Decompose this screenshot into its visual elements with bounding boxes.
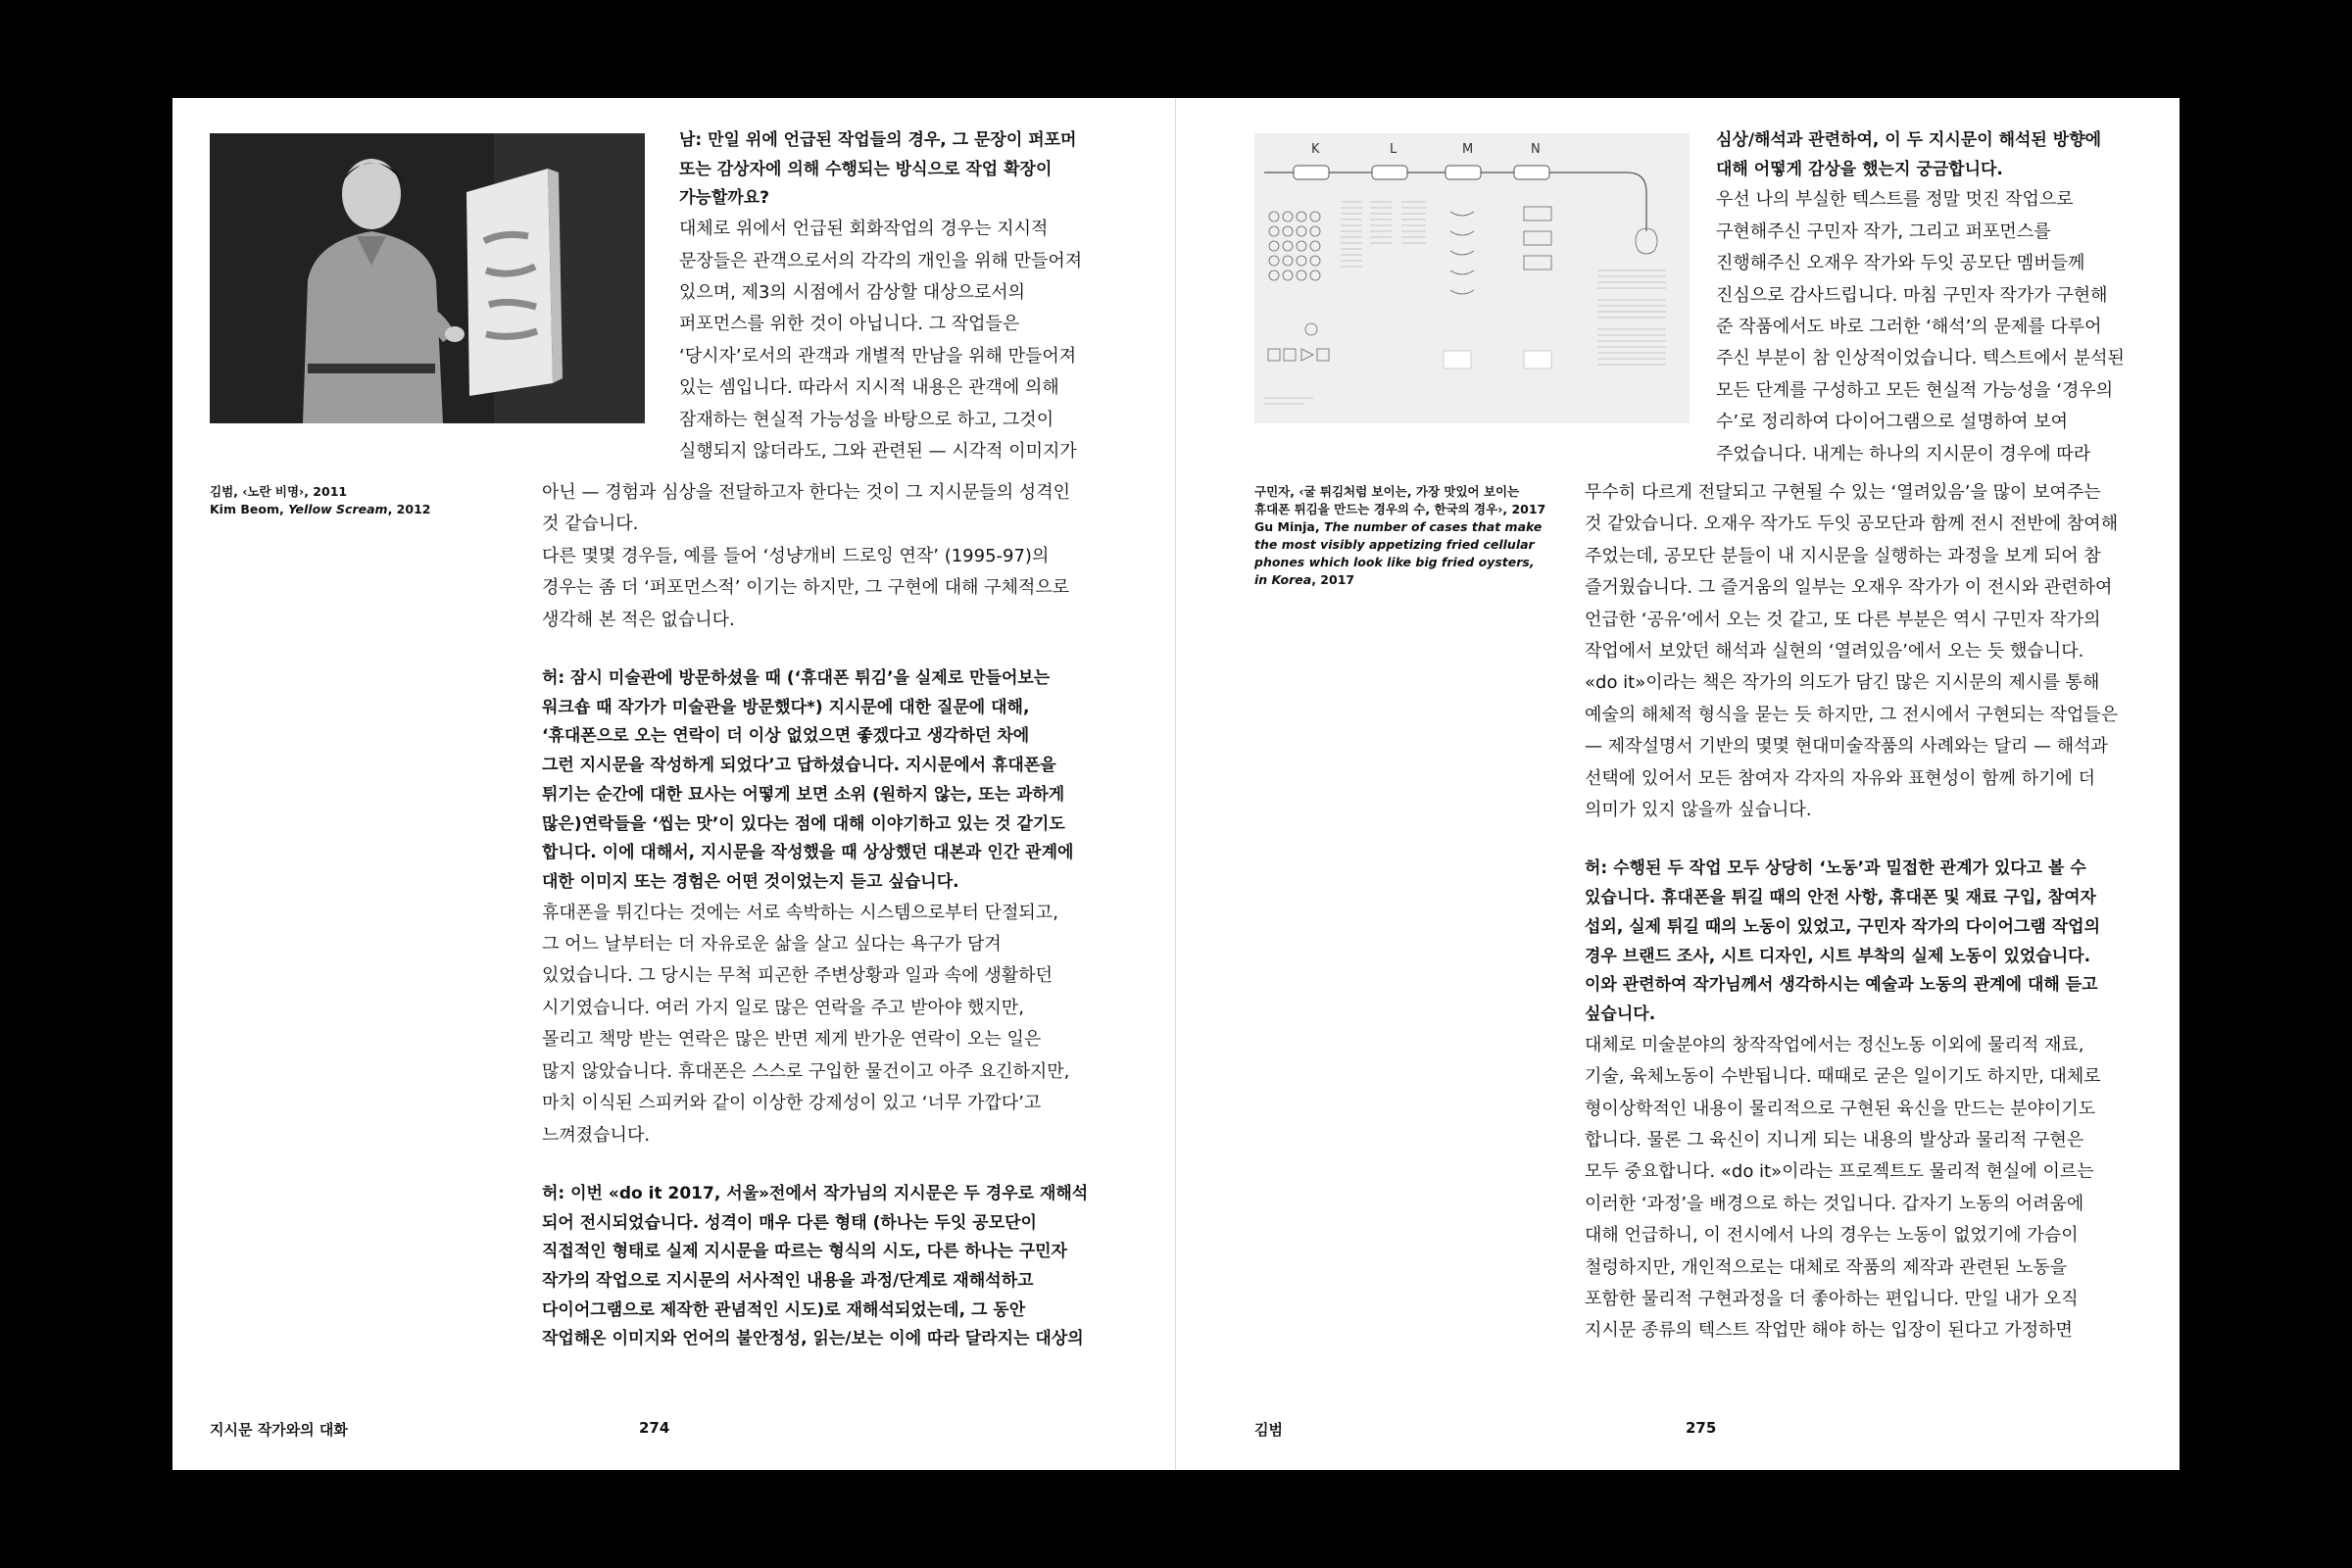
question-line: 워크숍 때 작가가 미술관을 방문했다*) 지시문에 대한 질문에 대해, <box>542 697 1030 717</box>
diagram-image <box>1254 133 1690 423</box>
question-line: 대한 이미지 또는 경험은 어떤 것이었는지 듣고 싶습니다. <box>542 871 959 892</box>
question-line: 작가의 작업으로 지시문의 서사적인 내용을 과정/단계로 재해석하고 <box>542 1271 1034 1292</box>
answer-line: 문장들은 관객으로서의 각각의 개인을 위해 만들어져 <box>679 250 1083 271</box>
question-line: 가능할까요? <box>679 188 769 209</box>
paragraph-break <box>542 1152 1088 1180</box>
answer-line: 주었습니다. 내게는 하나의 지시문이 경우에 따라 <box>1716 443 2091 465</box>
page-number: 275 <box>1686 1419 1717 1437</box>
right-page <box>1176 98 2180 1470</box>
answer-line: 준 작품에서도 바로 그러한 ‘해석’의 문제를 다루어 <box>1716 317 2102 338</box>
caption-line: 구민자, ‹굴 튀김처럼 보이는, 가장 맛있어 보이는 <box>1254 484 1520 499</box>
question-line: 경우 브랜드 조사, 시트 디자인, 시트 부착의 실제 노동이 있었습니다. <box>1585 946 2091 966</box>
caption-year: , 2012 <box>387 502 431 516</box>
answer-line: 모두 중요합니다. «do it»이라는 프로젝트도 물리적 현실에 이르는 <box>1585 1161 2094 1183</box>
answer-line: 합니다. 물론 그 육신이 지니게 되는 내용의 발상과 물리적 구현은 <box>1585 1129 2084 1151</box>
answer-line: 것 같았습니다. 오재우 작가도 두잇 공모단과 함께 전시 전반에 참여해 <box>1585 514 2119 535</box>
answer-line: 진심으로 감사드립니다. 마침 구민자 작가가 구현해 <box>1716 284 2108 306</box>
answer-line: 작업에서 보았던 해석과 실현의 ‘열려있음’에서 오는 듯 했습니다. <box>1585 641 2084 662</box>
question-line: 허: 이번 «do it 2017, 서울»전에서 작가님의 지시문은 두 경우로 재해석 <box>542 1183 1089 1203</box>
answer-line: 있으며, 제3의 시점에서 감상할 대상으로서의 <box>679 281 1026 303</box>
caption-title: in Korea <box>1254 572 1312 587</box>
answer-line: 많지 않았습니다. 휴대폰은 스스로 구입한 물건이고 아주 요긴하지만, <box>542 1060 1070 1082</box>
answer-line: 언급한 ‘공유’에서 오는 것 같고, 또 다른 부분은 역시 구민자 작가의 <box>1585 609 2101 630</box>
question-line: 대해 어떻게 감상을 했는지 궁금합니다. <box>1716 159 2003 179</box>
answer-line: 경우는 좀 더 ‘퍼포먼스적’ 이기는 하지만, 그 구현에 대해 구체적으로 <box>542 577 1070 599</box>
answer-line: 아닌 — 경험과 심상을 전달하고자 한다는 것이 그 지시문들의 성격인 <box>542 482 1070 503</box>
question-line: 있습니다. 휴대폰을 튀길 때의 안전 사항, 휴대폰 및 재료 구입, 참여자 <box>1585 888 2096 908</box>
answer-line: 대해 언급하니, 이 전시에서 나의 경우는 노동이 없었기에 가슴이 <box>1585 1225 2079 1247</box>
question-line: 다이어그램으로 제작한 관념적인 시도)로 재해석되었는데, 그 동안 <box>542 1299 1026 1320</box>
diagram-letter: K <box>1311 142 1320 157</box>
answer-line: 기술, 육체노동이 수반됩니다. 때때로 굳은 일이기도 하지만, 대체로 <box>1585 1066 2101 1088</box>
caption-line: the most visibly appetizing fried cellular <box>1254 537 1535 552</box>
question-line: 직접적인 형태로 실제 지시문을 따르는 형식의 시도, 다른 하나는 구민자 <box>542 1242 1067 1262</box>
answer-line: 구현해주신 구민자 작가, 그리고 퍼포먼스를 <box>1716 220 2051 242</box>
question-line: 허: 잠시 미술관에 방문하셨을 때 (‘휴대폰 튀김’을 실제로 만들어보는 <box>542 668 1051 689</box>
question-line: 허: 수행된 두 작업 모두 상당히 ‘노동’과 밀접한 관계가 있다고 볼 수 <box>1585 858 2086 879</box>
answer-line: 수’로 정리하여 다이어그램으로 설명하여 보여 <box>1716 412 2068 433</box>
question-line: 많은)연락들을 ‘씹는 맛’이 있다는 점에 대해 이야기하고 있는 것 같기도 <box>542 813 1065 834</box>
body-text-main <box>1585 477 2118 1348</box>
question-line: 합니다. 이에 대해서, 지시문을 작성했을 때 상상했던 대본과 인간 관계에 <box>542 843 1074 863</box>
answer-line: 모든 단계를 구성하고 모든 현실적 가능성을 ‘경우의 <box>1716 379 2114 401</box>
answer-line: 느껴졌습니다. <box>542 1124 651 1146</box>
caption-title: Yellow Scream <box>288 502 388 516</box>
question-line: 섭외, 실제 튀길 때의 노동이 있었고, 구민자 작가의 다이어그램 작업의 <box>1585 916 2100 937</box>
diagram-caption <box>1254 483 1548 589</box>
caption-line <box>1254 571 1548 589</box>
question-line: 남: 만일 위에 언급된 작업들의 경우, 그 문장이 퍼포머 <box>679 130 1077 150</box>
answer-line: 것 같습니다. <box>542 514 639 535</box>
answer-line: — 제작설명서 기반의 몇몇 현대미술작품의 사례와는 달리 — 해석과 <box>1585 736 2108 758</box>
answer-line: 퍼포먼스를 위한 것이 아닙니다. 그 작업들은 <box>679 314 1020 335</box>
question-line: 또는 감상자에 의해 수행되는 방식으로 작업 확장이 <box>679 159 1053 179</box>
caption-artist: Kim Beom, <box>210 502 289 516</box>
answer-line: 철렁하지만, 개인적으로는 대체로 작품의 제작과 관련된 노동을 <box>1585 1256 2068 1278</box>
body-text-top <box>679 126 1082 467</box>
answer-line: 시기였습니다. 여러 가지 일로 많은 연락을 주고 받아야 했지만, <box>542 997 1024 1018</box>
paragraph-break <box>1585 826 2118 855</box>
question-line: 그런 지시문을 작성하게 되었다’고 답하셨습니다. 지시문에서 휴대폰을 <box>542 756 1056 776</box>
running-title: 김범 <box>1254 1421 1283 1439</box>
diagram-letter: M <box>1462 142 1474 157</box>
caption-line <box>1254 518 1548 536</box>
artist-photo <box>210 133 645 423</box>
question-line: 싶습니다. <box>1585 1004 1656 1024</box>
question-line: 심상/해석과 관련하여, 이 두 지시문이 해석된 방향에 <box>1716 130 2102 150</box>
answer-line: 몰리고 책망 받는 연락은 많은 반면 제게 반가운 연락이 오는 일은 <box>542 1029 1042 1051</box>
answer-line: 우선 나의 부실한 텍스트를 정말 멋진 작업으로 <box>1716 189 2074 211</box>
left-page <box>172 98 1176 1470</box>
answer-line: 있는 셈입니다. 따라서 지시적 내용은 관객에 의해 <box>679 377 1059 399</box>
question-line: 되어 전시되었습니다. 성격이 매우 다른 형태 (하나는 두잇 공모단이 <box>542 1212 1037 1233</box>
answer-line: 의미가 있지 않을까 싶습니다. <box>1585 800 1812 821</box>
running-title: 지시문 작가와의 대화 <box>210 1421 348 1439</box>
page-number: 274 <box>639 1419 670 1437</box>
caption-line: 김범, ‹노란 비명›, 2011 <box>210 484 348 499</box>
answer-line: 휴대폰을 튀긴다는 것에는 서로 속박하는 시스템으로부터 단절되고, <box>542 902 1058 923</box>
answer-line: 마치 이식된 스피커와 같이 이상한 강제성이 있고 ‘너무 가깝다’고 <box>542 1093 1042 1114</box>
answer-line: 즐거웠습니다. 그 즐거움의 일부는 오재우 작가가 이 전시와 관련하여 <box>1585 577 2113 599</box>
answer-line: 잠재하는 현실적 가능성을 바탕으로 하고, 그것이 <box>679 409 1054 430</box>
answer-line: 생각해 본 적은 없습니다. <box>542 609 735 630</box>
question-line: 이와 관련하여 작가님께서 생각하시는 예술과 노동의 관계에 대해 듣고 <box>1585 975 2098 996</box>
answer-line: 예술의 해체적 형식을 묻는 듯 하지만, 그 전시에서 구현되는 작업들은 <box>1585 704 2119 725</box>
caption-title: The number of cases that make <box>1323 519 1543 534</box>
answer-line: 주신 부분이 참 인상적이었습니다. 텍스트에서 분석된 <box>1716 348 2125 369</box>
answer-line: 지시문 종류의 텍스트 작업만 해야 하는 입장이 된다고 가정하면 <box>1585 1320 2073 1342</box>
diagram-letter: N <box>1531 142 1541 157</box>
photo-caption <box>210 483 465 518</box>
answer-line: 포함한 물리적 구현과정을 더 좋아하는 편입니다. 만일 내가 오직 <box>1585 1288 2079 1309</box>
answer-line: 있었습니다. 그 당시는 무척 피곤한 주변상황과 일과 속에 생활하던 <box>542 965 1053 987</box>
answer-line: 주었는데, 공모단 분들이 내 지시문을 실행하는 과정을 보게 되어 참 <box>1585 545 2101 566</box>
caption-line <box>210 501 465 518</box>
answer-line: «do it»이라는 책은 작가의 의도가 담긴 많은 지시문의 제시를 통해 <box>1585 672 2100 694</box>
answer-line: 대체로 미술분야의 창작작업에서는 정신노동 이외에 물리적 재료, <box>1585 1034 2084 1055</box>
answer-line: 실행되지 않더라도, 그와 관련된 — 시각적 이미지가 <box>679 440 1077 462</box>
answer-line: 선택에 있어서 모든 참여자 각자의 자유와 표현성이 함께 하기에 더 <box>1585 767 2095 789</box>
answer-line: 대체로 위에서 언급된 회화작업의 경우는 지시적 <box>679 219 1049 240</box>
diagram-letter: L <box>1390 142 1397 157</box>
question-line: 작업해온 이미지와 언어의 불안정성, 읽는/보는 이에 따라 달라지는 대상의 <box>542 1329 1084 1349</box>
body-text-main <box>542 477 1088 1354</box>
question-line: ‘휴대폰으로 오는 연락이 더 이상 없었으면 좋겠다고 생각하던 차에 <box>542 726 1030 747</box>
body-text-top <box>1716 126 2125 470</box>
answer-line: 다른 몇몇 경우들, 예를 들어 ‘성냥개비 드로잉 연작’ (1995-97)의 <box>542 545 1050 566</box>
caption-year: , 2017 <box>1311 572 1355 587</box>
answer-line: 진행해주신 오재우 작가와 두잇 공모단 멤버들께 <box>1716 253 2085 274</box>
answer-line: 이러한 ‘과정’을 배경으로 하는 것입니다. 갑자기 노동의 어려움에 <box>1585 1193 2084 1214</box>
caption-line: 휴대폰 튀김을 만드는 경우의 수, 한국의 경우›, 2017 <box>1254 502 1546 516</box>
answer-line: 형이상학적인 내용이 물리적으로 구현된 육신을 만드는 분야이기도 <box>1585 1098 2096 1119</box>
caption-line: phones which look like big fried oysters, <box>1254 555 1535 569</box>
answer-line: ‘당시자’로서의 관객과 개별적 만남을 위해 만들어져 <box>679 345 1077 367</box>
question-line: 튀기는 순간에 대한 묘사는 어떻게 보면 소위 (원하지 않는, 또는 과하게 <box>542 784 1065 805</box>
paragraph-break <box>542 636 1088 664</box>
caption-artist: Gu Minja, <box>1254 519 1324 534</box>
answer-line: 그 어느 날부터는 더 자유로운 삶을 살고 싶다는 욕구가 담겨 <box>542 934 1002 956</box>
answer-line: 무수히 다르게 전달되고 구현될 수 있는 ‘열려있음’을 많이 보여주는 <box>1585 482 2101 503</box>
